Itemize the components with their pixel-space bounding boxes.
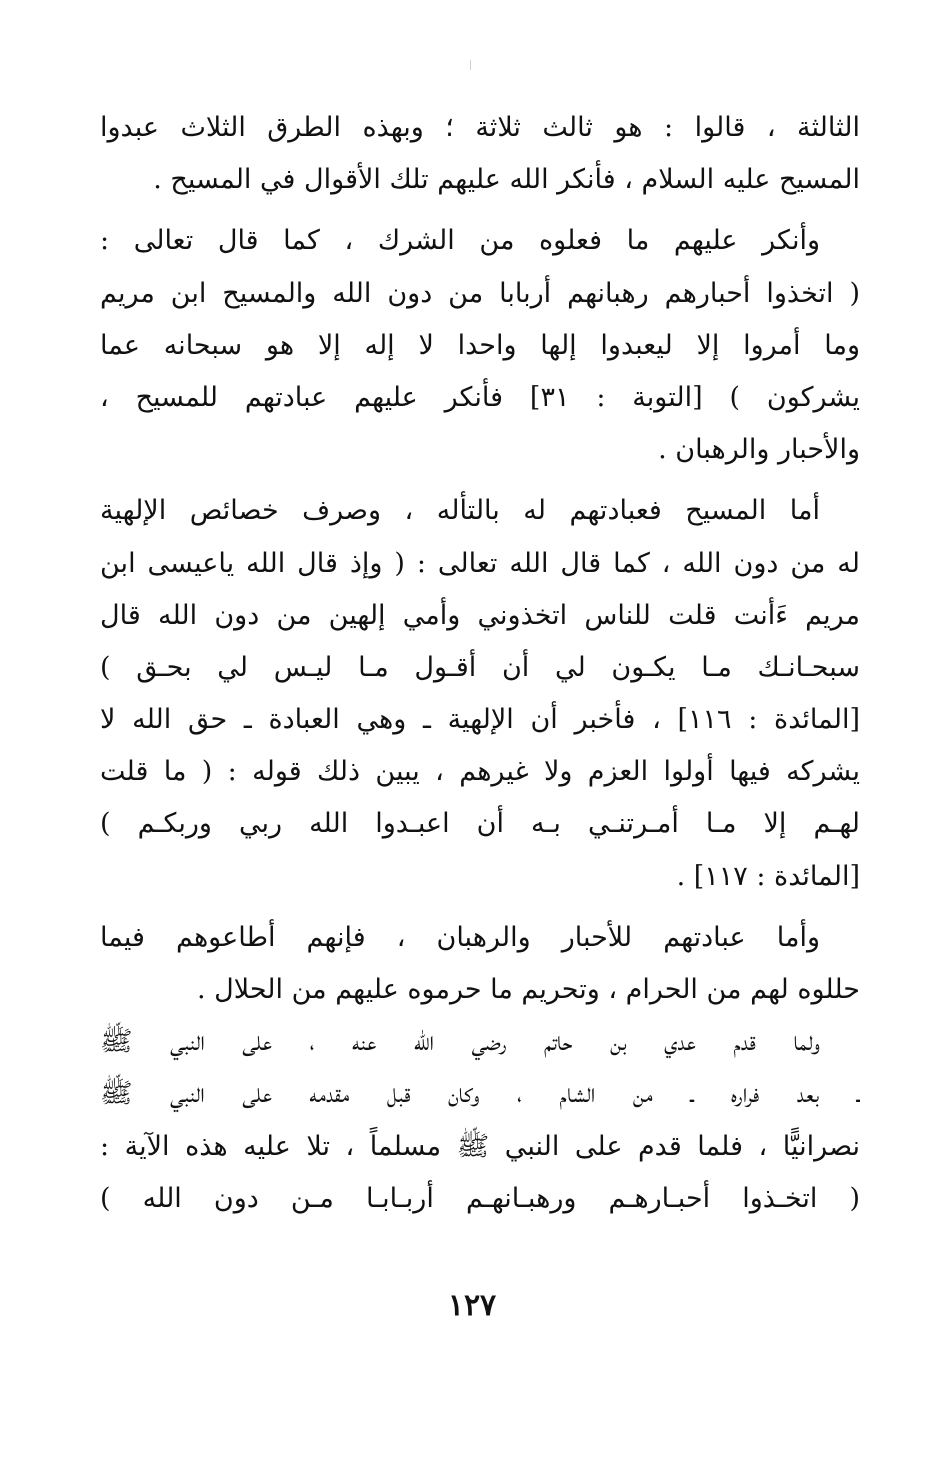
text-line: ـ بعد فراره ـ من الشام ، وكان قبل مقدمه على النبي ﷺ	[100, 1078, 860, 1110]
text-line: الثالثة ، قالوا : هو ثالث ثلاثة ؛ وبهذه الطرق الثلاث عبدوا	[100, 112, 860, 143]
paragraph-1	[100, 102, 860, 206]
paragraph-3	[100, 485, 860, 903]
text-line: ( اتخـذوا أحبـارهـم ورهبـانهـم أربـابـا مـن دون الله )	[100, 1182, 860, 1214]
paragraph-4	[100, 912, 860, 1016]
text-line: [المائدة : ١١٧] .	[676, 860, 860, 892]
paragraph-5	[100, 1016, 860, 1225]
text-line: سبحـانـك مـا يكـون لي أن أقـول مـا ليـس لي بحـق )	[100, 651, 860, 683]
text-line: يشركون ) [التوبة : ٣١] فأنكر عليهم عبادتهم للمسيح ،	[100, 381, 860, 413]
text-line: نصرانيًّا ، فلما قدم على النبي ﷺ مسلماً ، تلا عليه هذه الآية :	[100, 1130, 860, 1162]
binding-mark	[470, 60, 471, 70]
text-line: يشركه فيها أولوا العزم ولا غيرهم ، يبين ذلك قوله : ( ما قلت	[100, 756, 860, 788]
text-line: ( اتخذوا أحبارهم رهبانهم أربابا من دون الله والمسيح ابن مريم	[100, 277, 860, 309]
text-line: المسيح عليه السلام ، فأنكر الله عليهم تلك الأقوال في المسيح .	[153, 164, 860, 196]
paragraph-2	[100, 215, 860, 476]
text-line: أما المسيح فعبادتهم له بالتأله ، وصرف خصائص الإلهية	[100, 495, 820, 527]
text-line: مريم ءَأنت قلت للناس اتخذوني وأمي إلهين من دون الله قال	[100, 599, 860, 631]
text-line: وأنكر عليهم ما فعلوه من الشرك ، كما قال تعالى :	[100, 225, 820, 257]
text-line: حللوه لهم من الحرام ، وتحريم ما حرموه عليهم من الحلال .	[196, 974, 860, 1005]
text-line: لهـم إلا مـا أمـرتنـي بـه أن اعبـدوا الله ربي وربكـم )	[100, 808, 860, 840]
body-text	[100, 102, 860, 1225]
text-line: له من دون الله ، كما قال الله تعالى : ( وإذ قال الله ياعيسى ابن	[100, 547, 860, 579]
text-line: وما أمروا إلا ليعبدوا إلها واحدا لا إله إلا هو سبحانه عما	[100, 329, 860, 361]
text-line: وأما عبادتهم للأحبار والرهبان ، فإنهم أطاعوهم فيما	[100, 921, 820, 953]
page-number: ١٢٧	[447, 1288, 497, 1323]
text-line: ولما قدم عدي بن حاتم رضي الله عنه ، على النبي ﷺ	[100, 1026, 820, 1058]
text-line: [المائدة : ١١٦] ، فأخبر أن الإلهية ـ وهي العبادة ـ حق الله لا	[100, 704, 860, 736]
text-line: والأحبار والرهبان .	[658, 434, 860, 466]
